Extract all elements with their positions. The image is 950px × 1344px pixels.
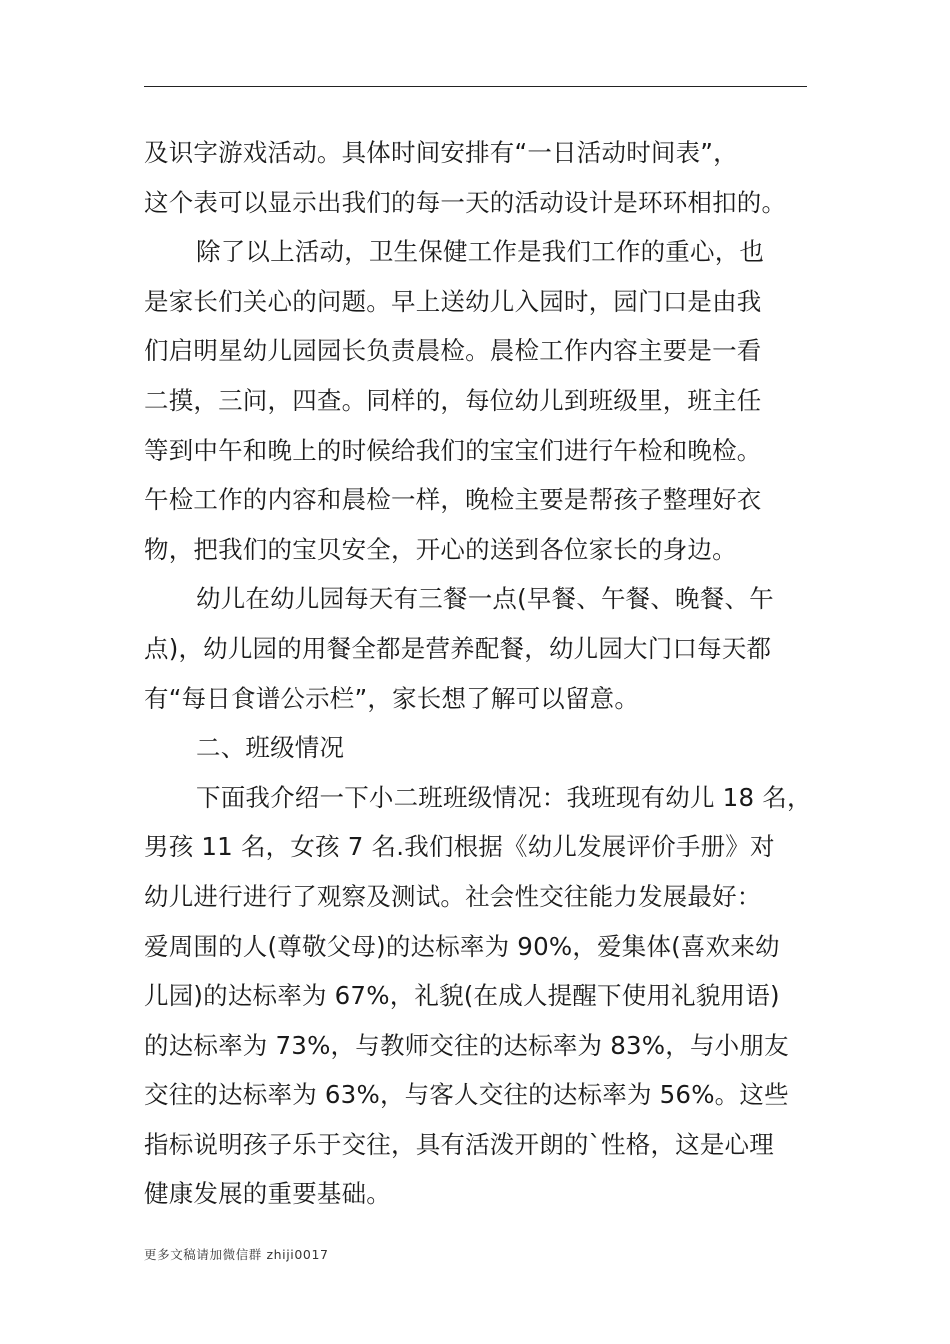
paragraph-start-line: 幼儿在幼儿园每天有三餐一点(早餐、午餐、晚餐、午 (196, 584, 774, 614)
text-line: 交往的达标率为 63%，与客人交往的达标率为 56%。这些 (144, 1080, 789, 1110)
text-line: 男孩 11 名，女孩 7 名.我们根据《幼儿发展评价手册》对 (144, 832, 775, 862)
text-line: 点)，幼儿园的用餐全都是营养配餐，幼儿园大门口每天都 (144, 633, 772, 663)
paragraph-start-line: 下面我介绍一下小二班班级情况：我班现有幼儿 18 名， (196, 782, 812, 812)
section-heading: 二、班级情况 (196, 733, 345, 763)
text-line: 指标说明孩子乐于交往，具有活泼开朗的`性格，这是心理 (144, 1129, 774, 1159)
text-line: 物，把我们的宝贝安全，开心的送到各位家长的身边。 (144, 534, 737, 564)
text-line: 幼儿进行进行了观察及测试。社会性交往能力发展最好： (144, 881, 762, 911)
text-line: 的达标率为 73%，与教师交往的达标率为 83%，与小朋友 (144, 1030, 789, 1060)
text-line: 等到中午和晚上的时候给我们的宝宝们进行午检和晚检。 (144, 435, 762, 465)
document-body (144, 128, 814, 1219)
text-line: 是家长们关心的问题。早上送幼儿入园时，园门口是由我 (144, 286, 762, 316)
text-line: 健康发展的重要基础。 (144, 1179, 391, 1209)
text-line: 二摸，三问，四查。同样的，每位幼儿到班级里，班主任 (144, 385, 762, 415)
text-line: 儿园)的达标率为 67%，礼貌(在成人提醒下使用礼貌用语) (144, 981, 780, 1011)
text-line: 们启明星幼儿园园长负责晨检。晨检工作内容主要是一看 (144, 336, 762, 366)
paragraph-start-line: 除了以上活动，卫生保健工作是我们工作的重心，也 (196, 237, 765, 267)
text-line: 午检工作的内容和晨检一样，晚检主要是帮孩子整理好衣 (144, 485, 762, 515)
text-line: 及识字游戏活动。具体时间安排有“一日活动时间表”， (144, 138, 738, 167)
footer-note: 更多文稿请加微信群 zhiji0017 (144, 1247, 329, 1262)
text-line: 爱周围的人(尊敬父母)的达标率为 90%，爱集体(喜欢来幼 (144, 931, 780, 961)
text-line: 这个表可以显示出我们的每一天的活动设计是环环相扣的。 (144, 187, 787, 217)
header-rule (144, 86, 807, 87)
text-line: 有“每日食谱公示栏”，家长想了解可以留意。 (144, 683, 640, 713)
